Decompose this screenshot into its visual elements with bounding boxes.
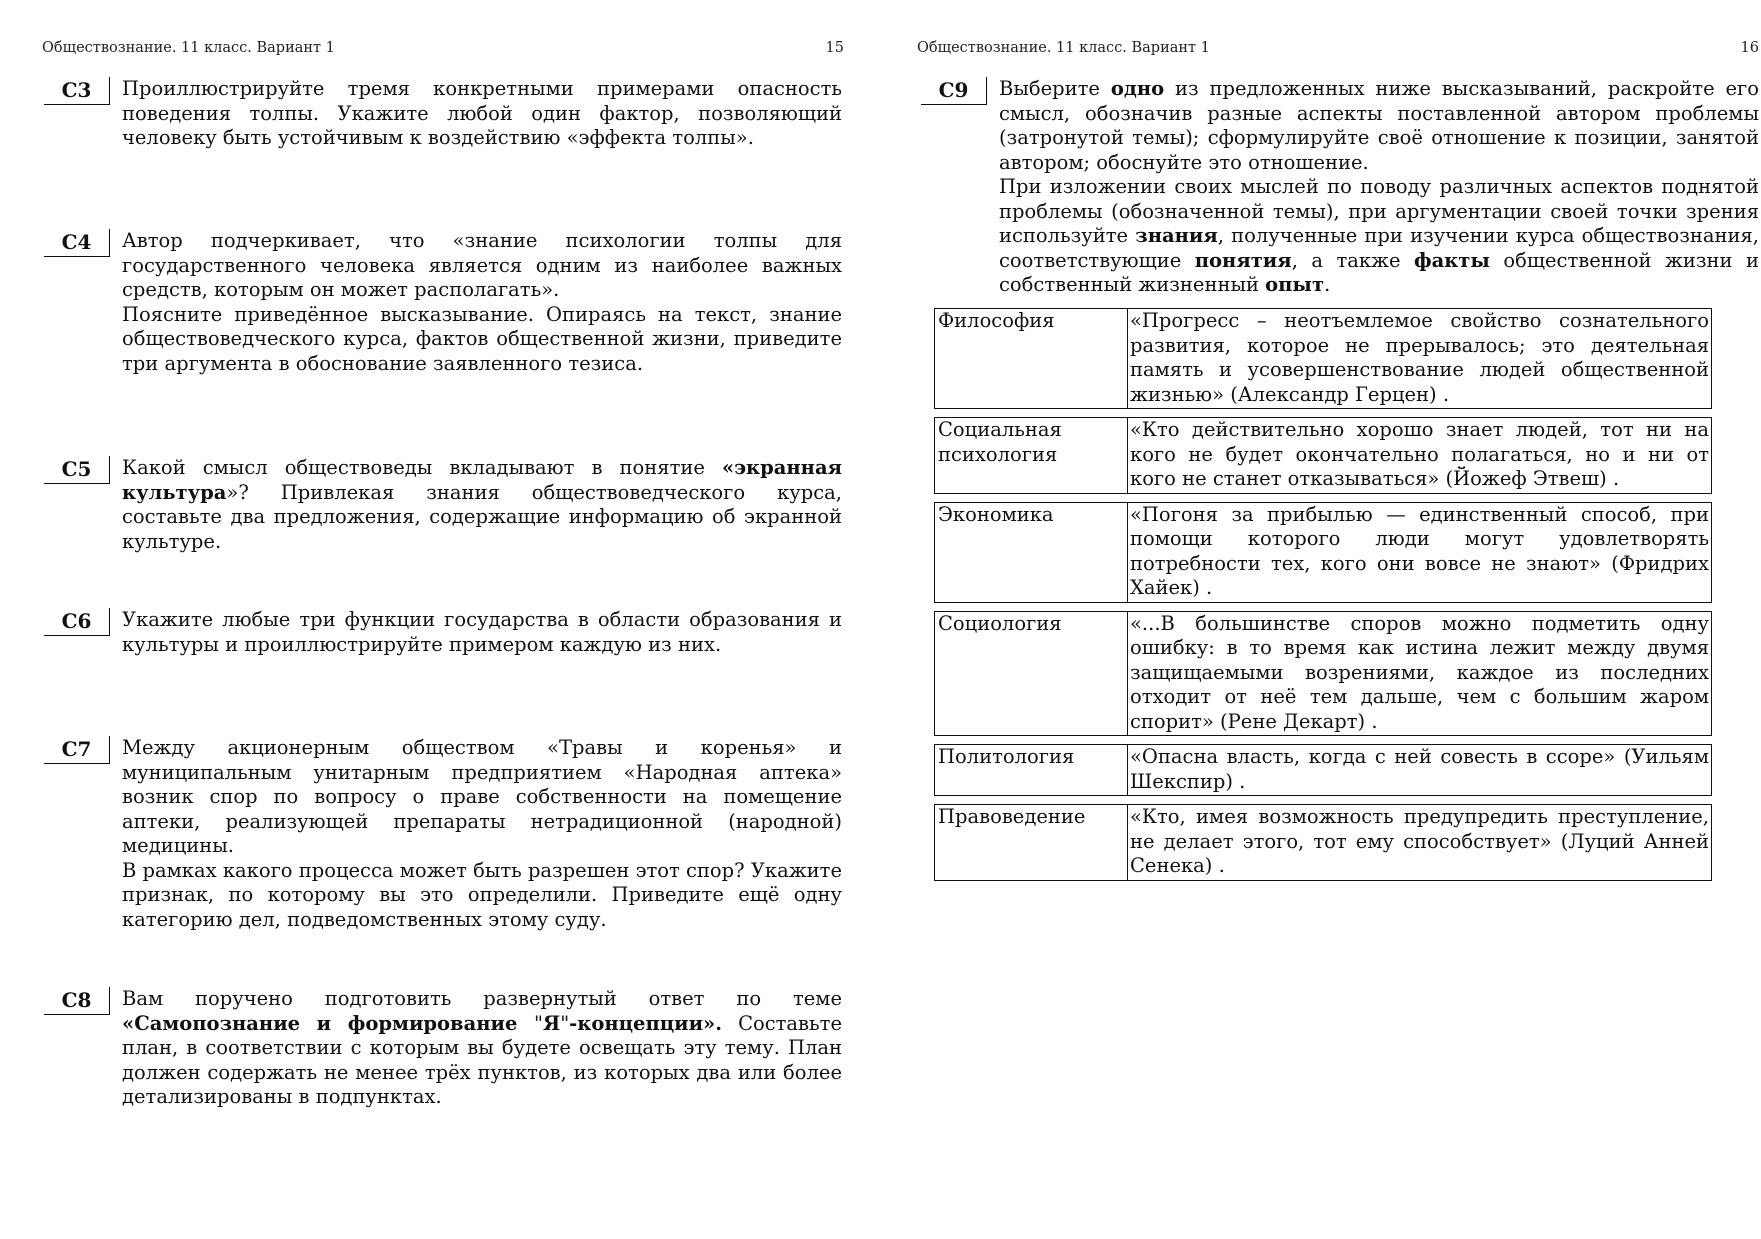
page-number: 16 (1740, 40, 1759, 56)
text-run: " (560, 1011, 570, 1035)
quote-text: «Кто, имея возможность предупредить преступление, не делает этого, тот ему способствует» (Луций Анней Сенека) . (1130, 805, 1709, 877)
page-right (877, 0, 1760, 1239)
running-header-left (42, 40, 844, 56)
quote-row-social-psychology (934, 417, 1712, 494)
task-text (122, 456, 842, 554)
task-text (122, 987, 842, 1110)
text-run: общественной жизни и собственный жизненный (999, 248, 1760, 296)
quote-field: Политология (935, 745, 1128, 795)
bold-term: «Самопознание и формирование (122, 1011, 534, 1035)
task-label: C6 (44, 608, 110, 636)
quote-text: «Опасна власть, когда с ней совесть в ссоре» (Уильям Шекспир) . (1130, 745, 1709, 793)
text-run: »? Привлекая знания обществоведческого курса, составьте два предложения, содержащие информацию об экранной культуре. (122, 480, 842, 553)
task-label: C4 (44, 229, 110, 257)
header-title: Обществознание. 11 класс. Вариант 1 (917, 40, 1210, 56)
page-number: 15 (825, 40, 844, 56)
task-paragraph (122, 987, 842, 1110)
bold-term: знания (1135, 224, 1218, 247)
task-label: C9 (921, 77, 987, 105)
text-run: , полученные при изучении курса обществознания, соответствующие (999, 224, 1759, 272)
bold-term: одно (1110, 77, 1165, 100)
task-paragraph: Проиллюстрируйте тремя конкретными примерами опасность поведения толпы. Укажите любой один фактор, позволяющий человеку быть устойчивым к воздействию «эффекта толпы». (122, 77, 842, 149)
text-run: Выберите (999, 77, 1111, 100)
bold-term: «экранная культура (122, 456, 842, 504)
task-text (999, 77, 1759, 298)
quote-text: «Погоня за прибылью — единственный способ, при помощи которого люди могут удовлетворять потребности тех, кого они вовсе не знают» (Фридрих Хайек) . (1130, 502, 1709, 599)
header-title: Обществознание. 11 класс. Вариант 1 (42, 40, 335, 56)
task-label: C7 (44, 736, 110, 764)
text-run: " (534, 1011, 543, 1035)
quote-text: «...В большинстве споров можно подметить одну ошибку: в то время как истина лежит между двумя защищаемыми возрениями, каждое из последних отходит от неё тем дальше, чем с большим жаром спорит» (Рене Декарт) . (1130, 611, 1709, 733)
quote-field: Социальная психология (935, 418, 1128, 493)
quote-table (934, 308, 1712, 889)
quote-text: «Прогресс – неотъемлемое свойство сознательного развития, которое не прерывалось; это деятельная память и усовершенствование людей общественной жизнью» (Александр Герцен) . (1130, 309, 1709, 406)
quote-row-philosophy (934, 308, 1712, 409)
task-paragraph: В рамках какого процесса может быть разрешен этот спор? Укажите признак, по которому вы это определили. Приведите ещё одну категорию дел, подведомственных этому суду. (122, 858, 842, 931)
task-paragraph (122, 456, 842, 554)
task-paragraph: Между акционерным обществом «Травы и коренья» и муниципальным унитарным предприятием «Народная аптека» возник спор по вопросу о праве собственности на помещение аптеки, реализующей препараты нетрадиционной (народной) медицины. (122, 736, 842, 857)
quote-text: «Кто действительно хорошо знает людей, тот ни на кого не будет окончательно полагаться, но и ни от кого не станет отказываться» (Йожеф Этвеш) . (1130, 418, 1709, 490)
quote-field: Правоведение (935, 805, 1128, 880)
bold-term: -концепции». (569, 1011, 723, 1035)
task-text (122, 608, 842, 657)
quote-row-economics (934, 502, 1712, 603)
task-paragraph: Автор подчеркивает, что «знание психологии толпы для государственного человека является одним из наиболее важных средств, которым он может располагать». (122, 229, 842, 301)
text-run: , а также (1291, 248, 1414, 272)
quote-field: Философия (935, 309, 1128, 408)
task-label: C3 (44, 77, 110, 105)
page-left (0, 0, 877, 1239)
task-paragraph: Поясните приведённое высказывание. Опираясь на текст, знание обществоведческого курса, фактов общественной жизни, приведите три аргумента в обоснование заявленного тезиса. (122, 302, 842, 375)
text-run: Вам поручено подготовить развернутый ответ по теме (122, 987, 842, 1010)
task-paragraph: Укажите любые три функции государства в области образования и культуры и проиллюстрируйте примером каждую из них. (122, 608, 842, 656)
quote-row-sociology (934, 611, 1712, 737)
task-paragraph (999, 175, 1759, 298)
task-paragraph (999, 77, 1759, 175)
running-header-right (917, 40, 1759, 56)
text-run: Составьте план, в соответствии с которым вы будете освещать эту тему. План должен содержать не менее трёх пунктов, из которых два или более детализированы в подпунктах. (122, 1011, 842, 1108)
task-text (122, 229, 842, 376)
text-run: из предложенных ниже высказываний, раскройте его смысл, обозначив разные аспекты поставленной автором проблемы (затронутой темы); сформулируйте своё отношение к позиции, занятой автором; обоснуйте это отношение. (999, 77, 1759, 174)
bold-term: понятия (1194, 248, 1292, 272)
task-label: C8 (44, 987, 110, 1015)
bold-term: факты (1414, 248, 1490, 272)
bold-term: Я (542, 1011, 561, 1035)
quote-row-political-science (934, 744, 1712, 796)
bold-term: опыт (1265, 273, 1325, 296)
text-run: При изложении своих мыслей по поводу различных аспектов поднятой проблемы (обозначенной темы), при аргументации своей точки зрения используйте (999, 175, 1759, 247)
quote-row-law (934, 804, 1712, 881)
task-text (122, 77, 842, 151)
task-text (122, 736, 842, 932)
task-label: C5 (44, 456, 110, 484)
text-run: . (1324, 273, 1331, 296)
quote-field: Экономика (935, 503, 1128, 602)
text-run: Какой смысл обществоведы вкладывают в понятие (122, 456, 722, 479)
quote-field: Социология (935, 612, 1128, 736)
